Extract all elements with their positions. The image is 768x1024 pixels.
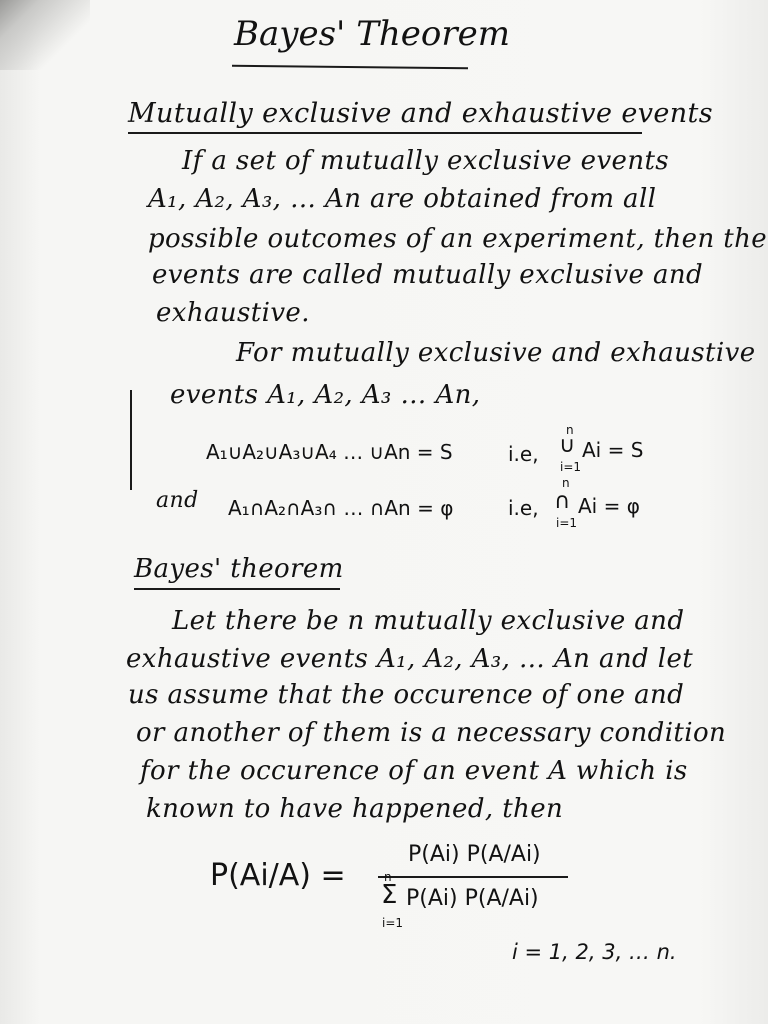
formula-denominator: P(Ai) P(A/Ai): [406, 886, 539, 911]
sigma-symbol: Σ: [381, 880, 398, 910]
union-ie: i.e,: [508, 442, 539, 466]
sigma-upper-limit: n: [384, 870, 392, 884]
margin-bracket: [130, 390, 132, 490]
union-equation: A₁∪A₂∪A₃∪A₄ … ∪An = S: [206, 440, 453, 464]
intersection-equation: A₁∩A₂∩A₃∩ … ∩An = φ: [228, 496, 454, 520]
union-compact: Ai = S: [582, 438, 644, 462]
section-heading-mutually-exclusive: Mutually exclusive and exhaustive events: [128, 98, 714, 129]
intersection-compact: Ai = φ: [578, 494, 640, 518]
union-lower-limit: i=1: [560, 460, 582, 474]
text-line: A₁, A₂, A₃, … An are obtained from all: [148, 184, 657, 214]
intersection-lower-limit: i=1: [556, 516, 578, 530]
text-line: events A₁, A₂, A₃ … An,: [170, 380, 481, 410]
text-line: for the occurence of an event A which is: [140, 756, 688, 786]
formula-range: i = 1, 2, 3, … n.: [512, 940, 677, 964]
text-line: possible outcomes of an experiment, then the: [148, 224, 768, 254]
intersection-ie: i.e,: [508, 496, 539, 520]
text-line: us assume that the occurence of one and: [128, 680, 685, 710]
fraction-bar: [378, 876, 568, 878]
intersection-upper-limit: n: [562, 476, 570, 490]
text-line: exhaustive events A₁, A₂, A₃, … An and let: [126, 644, 694, 674]
text-line: For mutually exclusive and exhaustive: [236, 338, 756, 368]
text-line: events are called mutually exclusive and: [152, 260, 704, 290]
formula-numerator: P(Ai) P(A/Ai): [408, 842, 541, 867]
and-label: and: [156, 488, 199, 513]
sigma-lower-limit: i=1: [382, 916, 404, 930]
formula-lhs: P(Ai/A) =: [210, 858, 346, 893]
text-line: or another of them is a necessary condition: [136, 718, 727, 748]
text-line: If a set of mutually exclusive events: [182, 146, 670, 176]
section-heading-underline: [128, 132, 642, 134]
page-title: Bayes' Theorem: [234, 14, 510, 54]
title-underline: [232, 65, 468, 69]
page-corner-shadow: [0, 0, 90, 70]
union-symbol: ∪: [559, 433, 576, 458]
text-line: Let there be n mutually exclusive and: [172, 606, 685, 636]
intersection-symbol: ∩: [554, 489, 571, 514]
text-line: exhaustive.: [156, 298, 310, 328]
union-upper-limit: n: [566, 423, 574, 437]
section-heading-underline: [134, 588, 340, 590]
text-line: known to have happened, then: [146, 794, 564, 824]
section-heading-bayes: Bayes' theorem: [134, 554, 344, 584]
